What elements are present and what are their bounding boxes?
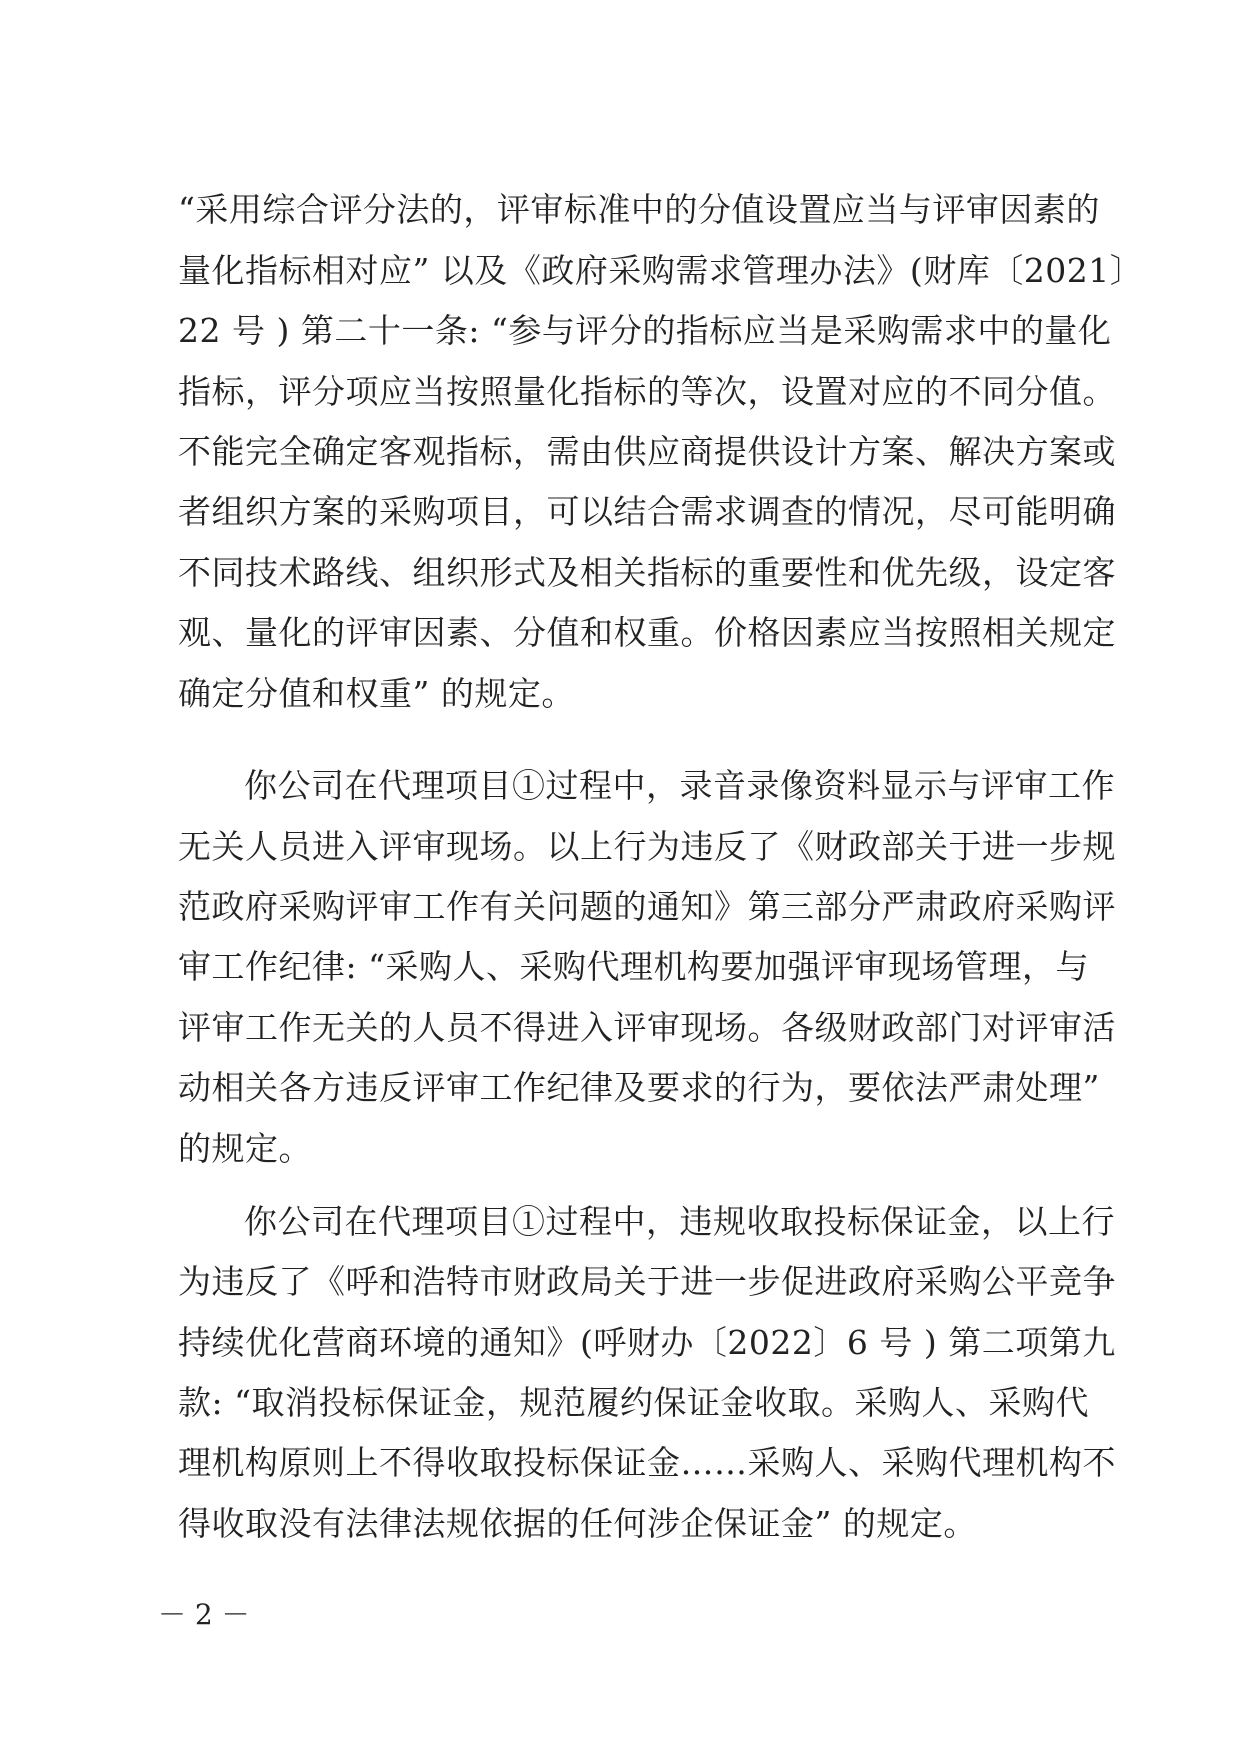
text-line: 理机构原则上不得收取投标保证金……采购人、采购代理机构不: [178, 1443, 1116, 1482]
text-line: 审工作纪律: “采购人、采购代理机构要加强评审现场管理，与: [178, 947, 1089, 986]
paragraph-first-line: 你公司在代理项目①过程中，录音录像资料显示与评审工作: [244, 766, 1115, 805]
paragraph-first-line: 你公司在代理项目①过程中，违规收取投标保证金，以上行: [244, 1202, 1115, 1241]
text-line: “采用综合评分法的，评审标准中的分值设置应当与评审因素的: [178, 190, 1100, 229]
text-line: 得收取没有法律法规依据的任何涉企保证金” 的规定。: [178, 1504, 977, 1543]
text-line: 评审工作无关的人员不得进入评审现场。各级财政部门对评审活: [178, 1008, 1116, 1047]
text-line: 范政府采购评审工作有关问题的通知》第三部分严肃政府采购评: [178, 887, 1116, 926]
page-number: － 2 －: [158, 1598, 250, 1631]
text-line: 持续优化营商环境的通知》(呼财办〔2022〕6 号 ) 第二项第九: [178, 1323, 1116, 1362]
text-line: 不同技术路线、组织形式及相关指标的重要性和优先级，设定客: [178, 553, 1116, 592]
text-line: 指标，评分项应当按照量化指标的等次，设置对应的不同分值。: [178, 372, 1116, 411]
text-line: 为违反了《呼和浩特市财政局关于进一步促进政府采购公平竞争: [178, 1262, 1116, 1301]
text-line: 者组织方案的采购项目，可以结合需求调查的情况，尽可能明确: [178, 492, 1116, 531]
text-line: 动相关各方违反评审工作纪律及要求的行为，要依法严肃处理”: [178, 1068, 1100, 1107]
text-line: 的规定。: [178, 1129, 312, 1168]
text-line: 款: “取消投标保证金，规范履约保证金收取。采购人、采购代: [178, 1383, 1089, 1422]
text-line: 无关人员进入评审现场。以上行为违反了《财政部关于进一步规: [178, 827, 1116, 866]
text-line: 量化指标相对应” 以及《政府采购需求管理办法》(财库〔2021〕: [178, 251, 1144, 290]
text-line: 22 号 ) 第二十一条: “参与评分的指标应当是采购需求中的量化: [178, 311, 1112, 350]
text-line: 不能完全确定客观指标，需由供应商提供设计方案、解决方案或: [178, 432, 1116, 471]
text-line: 观、量化的评审因素、分值和权重。价格因素应当按照相关规定: [178, 613, 1116, 652]
text-line: 确定分值和权重” 的规定。: [178, 674, 575, 713]
